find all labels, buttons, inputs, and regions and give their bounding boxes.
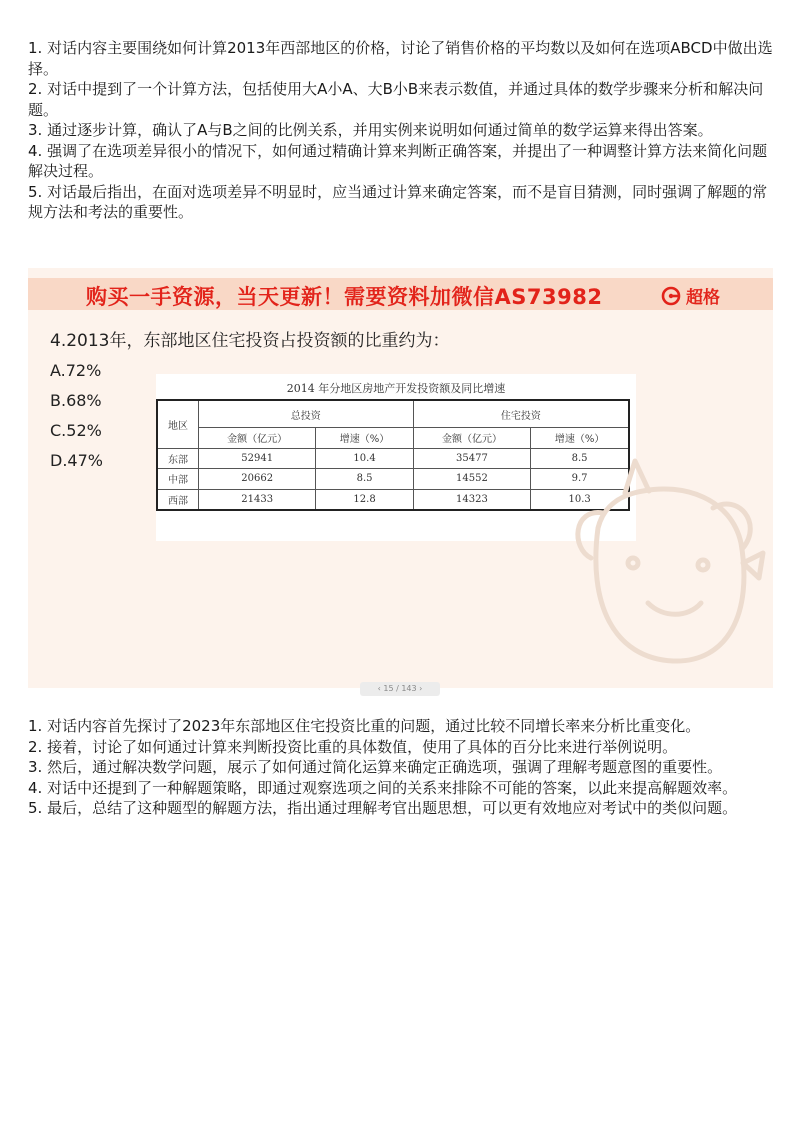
note-item: 2. 对话中提到了一个计算方法，包括使用大A小A、大B小B来表示数值，并通过具体的数学步骤来分析和解决问题。 (28, 80, 764, 119)
header-total: 总投资 (198, 400, 413, 428)
note-item: 5. 对话最后指出，在面对选项差异不明显时，应当通过计算来确定答案，而不是盲目猜测，同时强调了解题的常规方法和考法的重要性。 (28, 182, 768, 221)
cell-res-growth: 10.3 (531, 489, 629, 510)
cell-total-growth: 12.8 (316, 489, 413, 510)
cell-total-growth: 10.4 (316, 448, 413, 469)
answer-options (50, 356, 103, 476)
note-item: 3. 通过逐步计算，确认了A与B之间的比例关系，并用实例来说明如何通过简单的数学运算来得出答案。 (28, 121, 713, 139)
header-region: 地区 (157, 400, 198, 448)
slide-screenshot (28, 268, 773, 693)
note-item: 1. 对话内容主要围绕如何计算2013年西部地区的价格，讨论了销售价格的平均数以及如何在选项ABCD中做出选择。 (28, 39, 773, 78)
cell-total-amount: 20662 (198, 469, 316, 490)
option-d: D.47% (50, 451, 103, 470)
header-res-growth: 增速（%） (531, 428, 629, 449)
cell-region: 西部 (157, 489, 198, 510)
cell-total-growth: 8.5 (316, 469, 413, 490)
brand-logo-icon (661, 286, 681, 306)
mascot-watermark-icon (563, 453, 768, 678)
option-c: C.52% (50, 421, 102, 440)
header-res-amount: 金额（亿元） (413, 428, 531, 449)
promo-banner-text: 购买一手资源，当天更新！需要资料加微信AS73982 (86, 285, 603, 309)
option-a: A.72% (50, 361, 102, 380)
summary-notes-top (28, 38, 776, 223)
brand-logo (661, 283, 720, 308)
header-total-amount: 金额（亿元） (198, 428, 316, 449)
question-text: 4.2013年，东部地区住宅投资占投资额的比重约为： (50, 331, 450, 351)
page-indicator: ‹ 15 / 143 › (360, 682, 440, 696)
note-item: 4. 强调了在选项差异很小的情况下，如何通过精确计算来判断正确答案，并提出了一种调整计算方法来简化问题解决过程。 (28, 141, 768, 180)
header-residential: 住宅投资 (413, 400, 629, 428)
option-b: B.68% (50, 391, 102, 410)
cell-total-amount: 52941 (198, 448, 316, 469)
cell-total-amount: 21433 (198, 489, 316, 510)
note-item: 4. 对话中还提到了一种解题策略，即通过观察选项之间的关系来排除不可能的答案，以此来提高解题效率。 (28, 778, 738, 797)
cell-res-amount: 14323 (413, 489, 531, 510)
brand-logo-text: 超格 (686, 288, 720, 308)
table-row (157, 489, 629, 510)
cell-res-amount: 14552 (413, 469, 531, 490)
table-row (157, 448, 629, 469)
table-title: 2014 年分地区房地产开发投资额及同比增速 (286, 382, 506, 395)
investment-table (156, 399, 630, 511)
promo-banner (28, 278, 773, 310)
cell-region: 中部 (157, 469, 198, 490)
cell-res-amount: 35477 (413, 448, 531, 469)
note-item: 3. 然后，通过解决数学问题，展示了如何通过简化运算来确定正确选项，强调了理解考题意图的重要性。 (28, 758, 723, 776)
note-item: 2. 接着，讨论了如何通过计算来判断投资比重的具体数值，使用了具体的百分比来进行举例说明。 (28, 737, 678, 756)
note-item: 5. 最后，总结了这种题型的解题方法，指出通过理解考官出题思想，可以更有效地应对考试中的类似问题。 (28, 799, 738, 817)
cell-res-growth: 9.7 (531, 469, 629, 490)
summary-notes-bottom (28, 716, 776, 819)
table-row (157, 469, 629, 490)
cell-region: 东部 (157, 448, 198, 469)
header-total-growth: 增速（%） (316, 428, 413, 449)
note-item: 1. 对话内容首先探讨了2023年东部地区住宅投资比重的问题，通过比较不同增长率来分析比重变化。 (28, 717, 701, 735)
cell-res-growth: 8.5 (531, 448, 629, 469)
